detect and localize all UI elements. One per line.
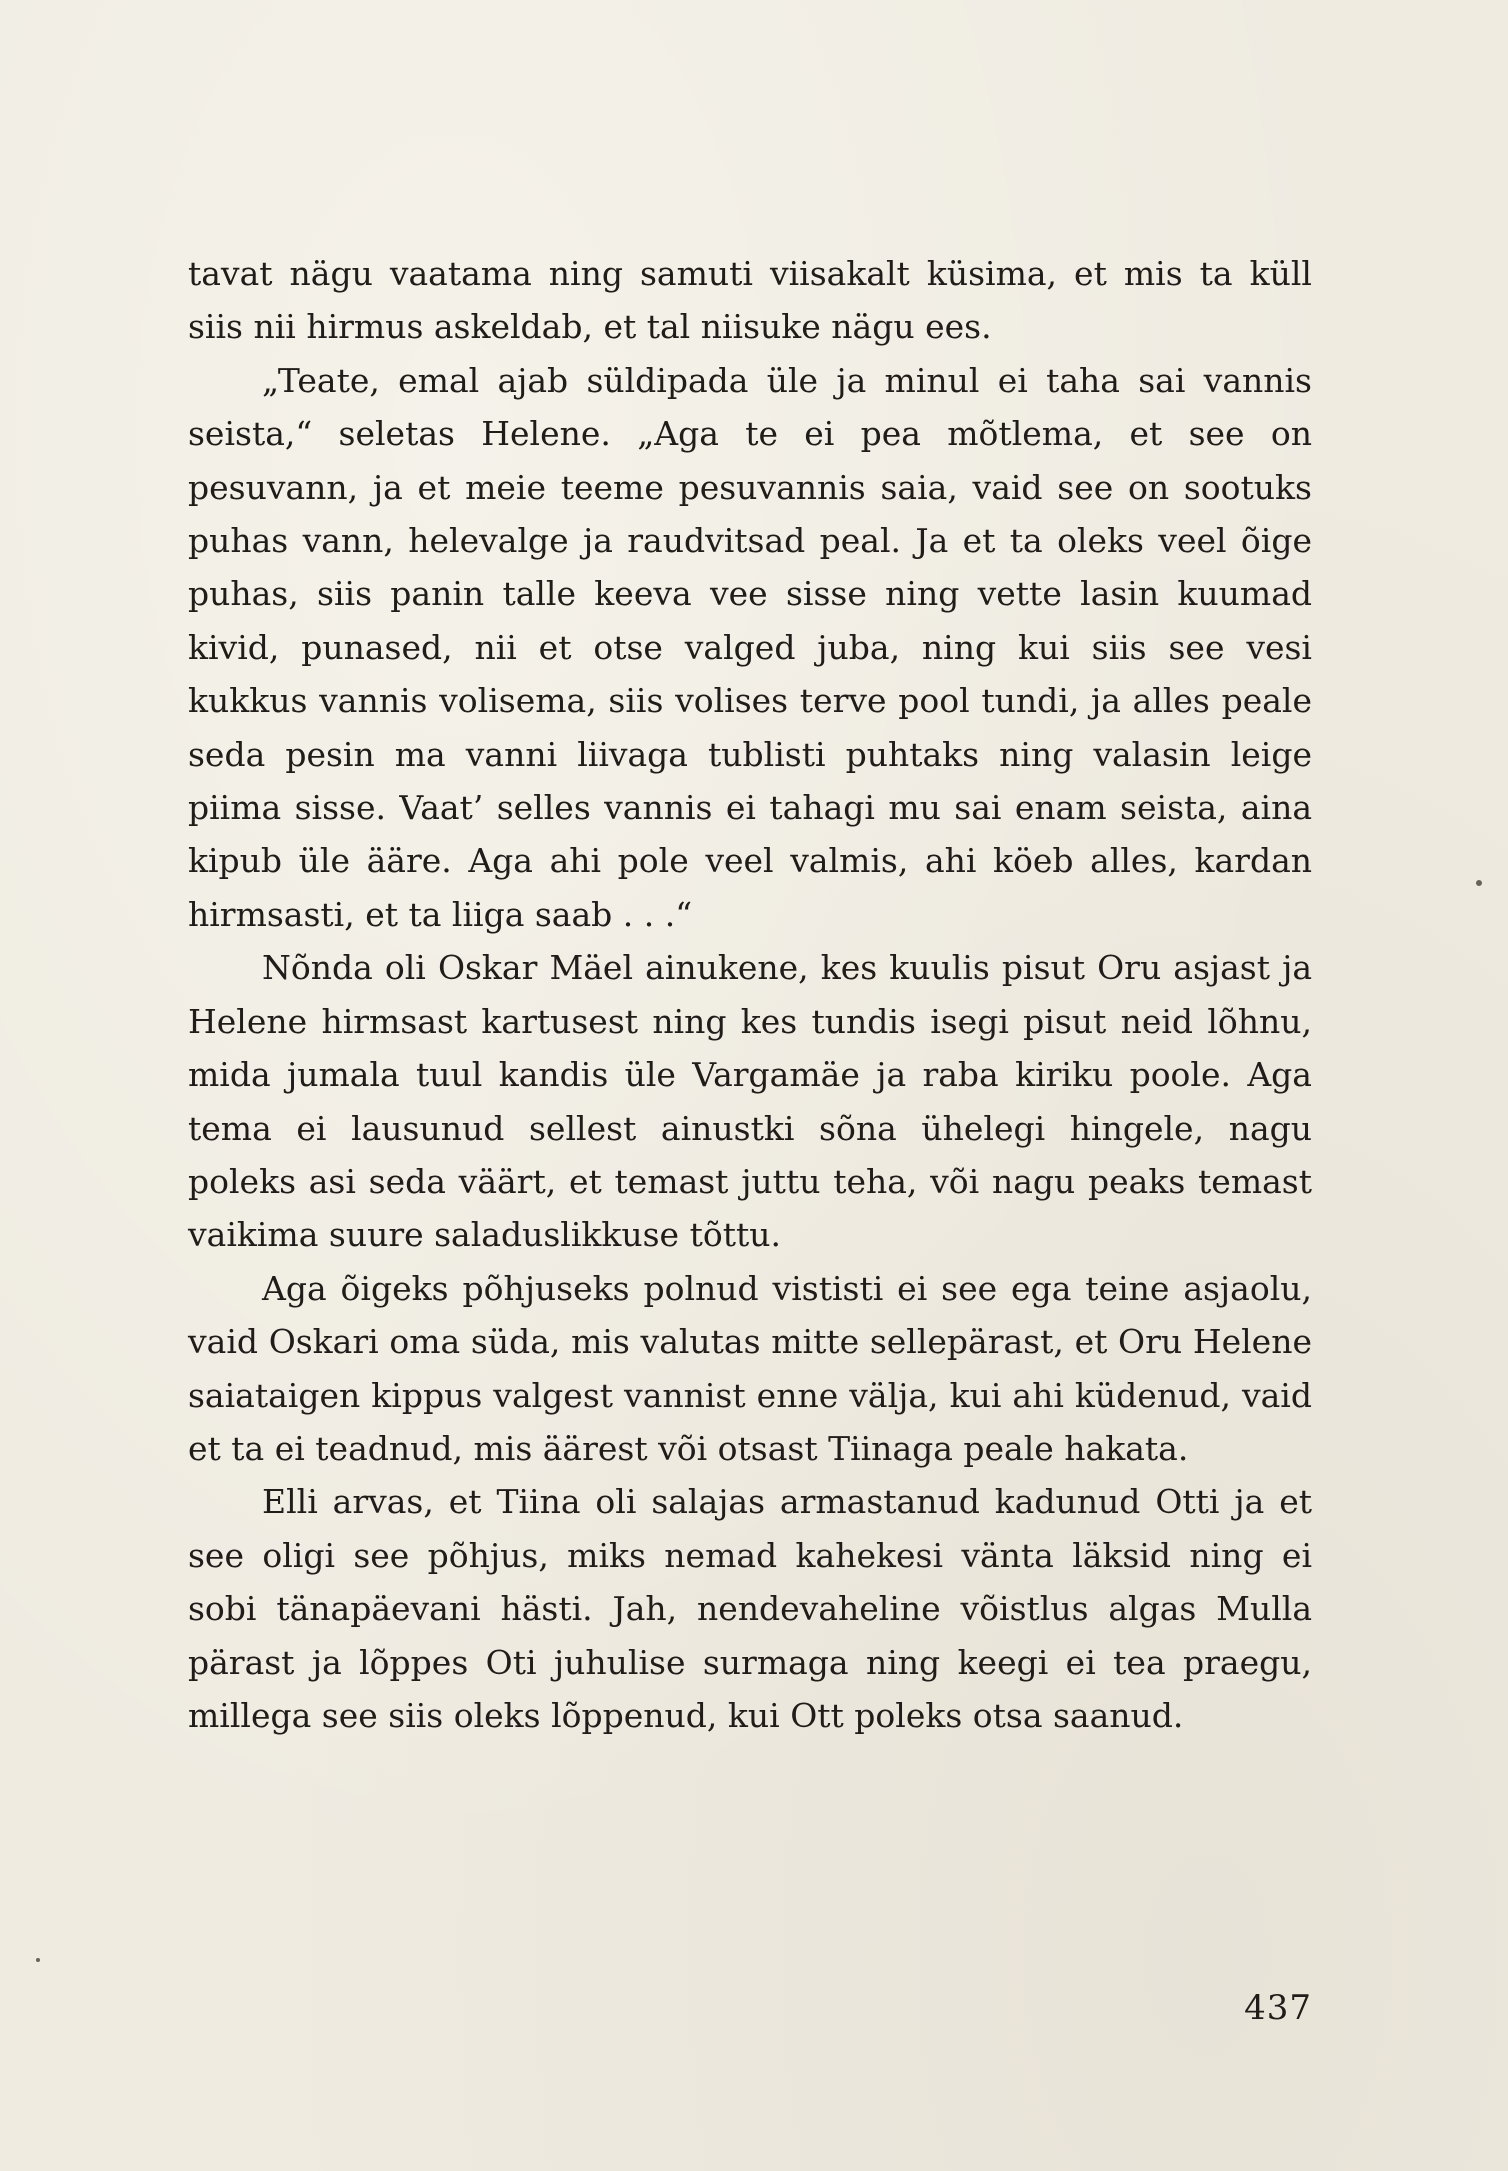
body-text — [188, 247, 1312, 1742]
paragraph-4: Aga õigeks põhjuseks polnud vististi ei see ega teine asjaolu, vaid Oskari oma süda, mis valutas mitte sellepärast, et Oru Helene saiataigen kippus valgest vannist enne välja, kui ahi küdenud, vaid et ta ei teadnud, mis äärest või otsast Tiinaga peale hakata. — [188, 1268, 1312, 1468]
paragraph-3: Nõnda oli Oskar Mäel ainukene, kes kuulis pisut Oru asjast ja Helene hirmsast kartusest ning kes tundis isegi pisut neid lõhnu, mida jumala tuul kandis üle Vargamäe ja raba kiriku poole. Aga tema ei lausunud sellest ainustki sõna ühelegi hingele, nagu poleks asi seda väärt, et temast juttu teha, või nagu peaks temast vaikima suure saladuslikkuse tõttu. — [188, 948, 1312, 1255]
paragraph-5: Elli arvas, et Tiina oli salajas armastanud kadunud Otti ja et see oligi see põhjus, miks nemad kahekesi vänta läksid ning ei sobi tänapäevani hästi. Jah, nendevaheline võistlus algas Mulla pärast ja lõppes Oti juhulise surmaga ning keegi ei tea praegu, millega see siis oleks lõppenud, kui Ott poleks otsa saanud. — [188, 1482, 1312, 1735]
paragraph-2: „Teate, emal ajab süldipada üle ja minul ei taha sai vannis seista,“ seletas Helene. „Aga te ei pea mõtlema, et see on pesuvann, ja et meie teeme pesuvannis saia, vaid see on sootuks puhas vann, helevalge ja raudvitsad peal. Ja et ta oleks veel õige puhas, siis panin talle keeva vee sisse ning vette lasin kuumad kivid, punased, nii et otse valged juba, ning kui siis see vesi kukkus vannis volisema, siis volises terve pool tundi, ja alles peale seda pesin ma vanni liivaga tublisti puhtaks ning valasin leige piima sisse. Vaat’ selles vannis ei tahagi mu sai enam seista, aina kipub üle ääre. Aga ahi pole veel valmis, ahi köeb alles, kardan hirmsasti, et ta liiga saab . . .“ — [188, 360, 1312, 934]
paragraph-1: tavat nägu vaatama ning samuti viisakalt küsima, et mis ta küll siis nii hirmus askeldab, et tal niisuke nägu ees. — [188, 254, 1312, 347]
paper-speck — [1476, 880, 1482, 886]
paper-speck — [36, 1958, 40, 1962]
page-number: 437 — [1244, 1988, 1312, 2028]
